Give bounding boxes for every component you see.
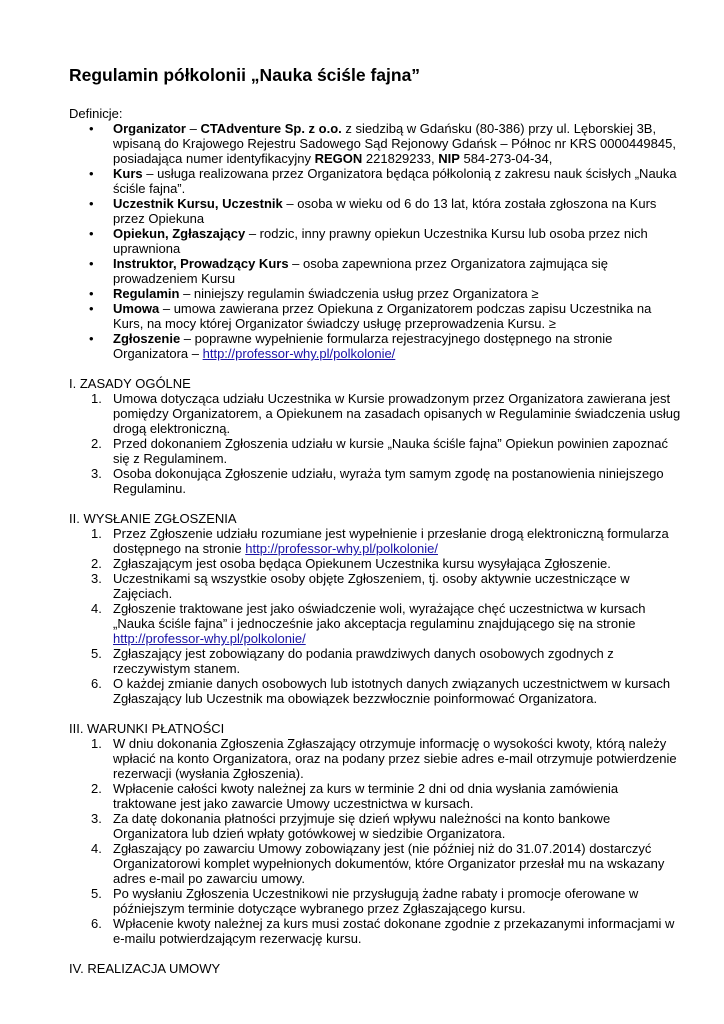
list-item: • Umowa – umowa zawierana przez Opiekuna z Organizatorem podczas zapisu Uczestnika na Kurs, na mocy której Organizator świadczy usługę przeprowadzenia Kursu. ≥ bbox=[89, 301, 652, 331]
bullet-icon: • bbox=[89, 121, 94, 136]
definitions-list bbox=[69, 121, 681, 361]
list-item: 3. Osoba dokonująca Zgłoszenie udziału, wyraża tym samym zgodę na postanowienia niniejszego Regulaminu. bbox=[91, 466, 664, 496]
section-heading: II. WYSŁANIE ZGŁOSZENIA bbox=[69, 511, 237, 526]
list-item: 1. Umowa dotycząca udziału Uczestnika w Kursie prowadzonym przez Organizatora zawierana jest pomiędzy Organizatorem, a Opiekunem na zasadach opisanych w Regulaminie świadczenia usług drogą elektroniczną. bbox=[91, 391, 681, 436]
list-item: 4. Zgłoszenie traktowane jest jako oświadczenie woli, wyrażające chęć uczestnictwa w kursach „Nauka ściśle fajna” i jednocześnie jako akceptacja regulaminu znajdującego się na stronie http://professor-why.pl/polkolonie/ bbox=[91, 601, 646, 646]
list-item: 1. W dniu dokonania Zgłoszenia Zgłaszający otrzymuje informację o wysokości kwoty, którą należy wpłacić na konto Organizatora, oraz na podany przez siebie adres e-mail otrzymuje potwierdzenie rezerwacji (wysłania Zgłoszenia). bbox=[91, 736, 677, 781]
list-item: • Opiekun, Zgłaszający – rodzic, inny prawny opiekun Uczestnika Kursu lub osoba przez nich uprawniona bbox=[89, 226, 648, 256]
list-item: 5. Zgłaszający jest zobowiązany do podania prawdziwych danych osobowych zgodnych z rzeczywistym stanem. bbox=[91, 646, 614, 676]
list-item: 6. Wpłacenie kwoty należnej za kurs musi zostać dokonane zgodnie z przekazanymi informacjami w e-mailu potwierdzającym rezerwację kursu. bbox=[91, 916, 675, 946]
polkolonie-link[interactable]: http://professor-why.pl/polkolonie/ bbox=[245, 541, 438, 556]
bullet-icon: • bbox=[89, 226, 94, 241]
list-item: 2. Przed dokonaniem Zgłoszenia udziału w kursie „Nauka ściśle fajna” Opiekun powinien zapoznać się z Regulaminem. bbox=[91, 436, 668, 466]
bullet-icon: • bbox=[89, 196, 94, 211]
definitions-heading: Definicje: bbox=[69, 106, 123, 121]
list-item: 3. Za datę dokonania płatności przyjmuje się dzień wpływu należności na konto bankowe Organizatora lub dzień wpłaty gotówkowej w siedzibie Organizatora. bbox=[91, 811, 611, 841]
polkolonie-link[interactable]: http://professor-why.pl/polkolonie/ bbox=[202, 346, 396, 361]
list-item: 4. Zgłaszający po zawarciu Umowy zobowiązany jest (nie później niż do 31.07.2014) dostarczyć Organizatorowi komplet wypełnionych dokumentów, które Organizator przesłał mu na wskazany adres e-mail po zawarciu umowy. bbox=[91, 841, 665, 886]
polkolonie-link[interactable]: http://professor-why.pl/polkolonie/ bbox=[113, 631, 306, 646]
page-title: Regulamin półkolonii „Nauka ściśle fajna” bbox=[69, 65, 421, 85]
document-page bbox=[69, 64, 681, 976]
section1-list bbox=[69, 391, 681, 496]
bullet-icon: • bbox=[89, 166, 94, 181]
list-item: 2. Zgłaszającym jest osoba będąca Opiekunem Uczestnika kursu wysyłająca Zgłoszenie. bbox=[91, 556, 611, 571]
list-item: • Instruktor, Prowadzący Kurs – osoba zapewniona przez Organizatora zajmująca się prowadzeniem Kursu bbox=[89, 256, 608, 286]
bullet-icon: • bbox=[89, 286, 94, 301]
list-item: 1. Przez Zgłoszenie udziału rozumiane jest wypełnienie i przesłanie drogą elektroniczną formularza dostępnego na stronie http://professor-why.pl/polkolonie/ bbox=[91, 526, 669, 556]
list-item: • Kurs – usługa realizowana przez Organizatora będąca półkolonią z zakresu nauk ścisłych „Nauka ściśle fajna”. bbox=[89, 166, 677, 196]
section-heading: III. WARUNKI PŁATNOŚCI bbox=[69, 721, 225, 736]
list-item: 3. Uczestnikami są wszystkie osoby objęte Zgłoszeniem, tj. osoby aktywnie uczestniczące w Zajęciach. bbox=[91, 571, 630, 601]
list-item: • Organizator – CTAdventure Sp. z o.o. z siedzibą w Gdańsku (80-386) przy ul. Lęborskiej 3B, wpisaną do Krajowego Rejestru Sadowego Sąd Rejonowy Gdańsk – Północ nr KRS 0000449845, posiadająca numer identyfikacyjny REGON 221829233, NIP 584-273-04-34, bbox=[89, 121, 676, 166]
bullet-icon: • bbox=[89, 301, 94, 316]
list-item: 6. O każdej zmianie danych osobowych lub istotnych danych związanych uczestnictwem w kursach Zgłaszający lub Uczestnik ma obowiązek bezzwłocznie poinformować Organizatora. bbox=[91, 676, 671, 706]
list-item: • Uczestnik Kursu, Uczestnik – osoba w wieku od 6 do 13 lat, która została zgłoszona na Kurs przez Opiekuna bbox=[89, 196, 657, 226]
list-item: 2. Wpłacenie całości kwoty należnej za kurs w terminie 2 dni od dnia wysłania zamówienia traktowane jest jako zawarcie Umowy uczestnictwa w kursach. bbox=[91, 781, 619, 811]
bullet-icon: • bbox=[89, 256, 94, 271]
list-item: 5. Po wysłaniu Zgłoszenia Uczestnikowi nie przysługują żadne rabaty i promocje oferowane w późniejszym terminie dotyczące wybranego przez Zgłaszającego kursu. bbox=[91, 886, 639, 916]
section2-list bbox=[69, 526, 681, 706]
bullet-icon: • bbox=[89, 331, 94, 346]
section3-list bbox=[69, 736, 681, 946]
list-item: • Zgłoszenie – poprawne wypełnienie formularza rejestracyjnego dostępnego na stronie Organizatora – http://professor-why.pl/polkolonie/ bbox=[89, 331, 613, 361]
section-heading: I. ZASADY OGÓLNE bbox=[69, 376, 191, 391]
section-heading: IV. REALIZACJA UMOWY bbox=[69, 961, 221, 976]
list-item: • Regulamin – niniejszy regulamin świadczenia usług przez Organizatora ≥ bbox=[89, 286, 539, 301]
